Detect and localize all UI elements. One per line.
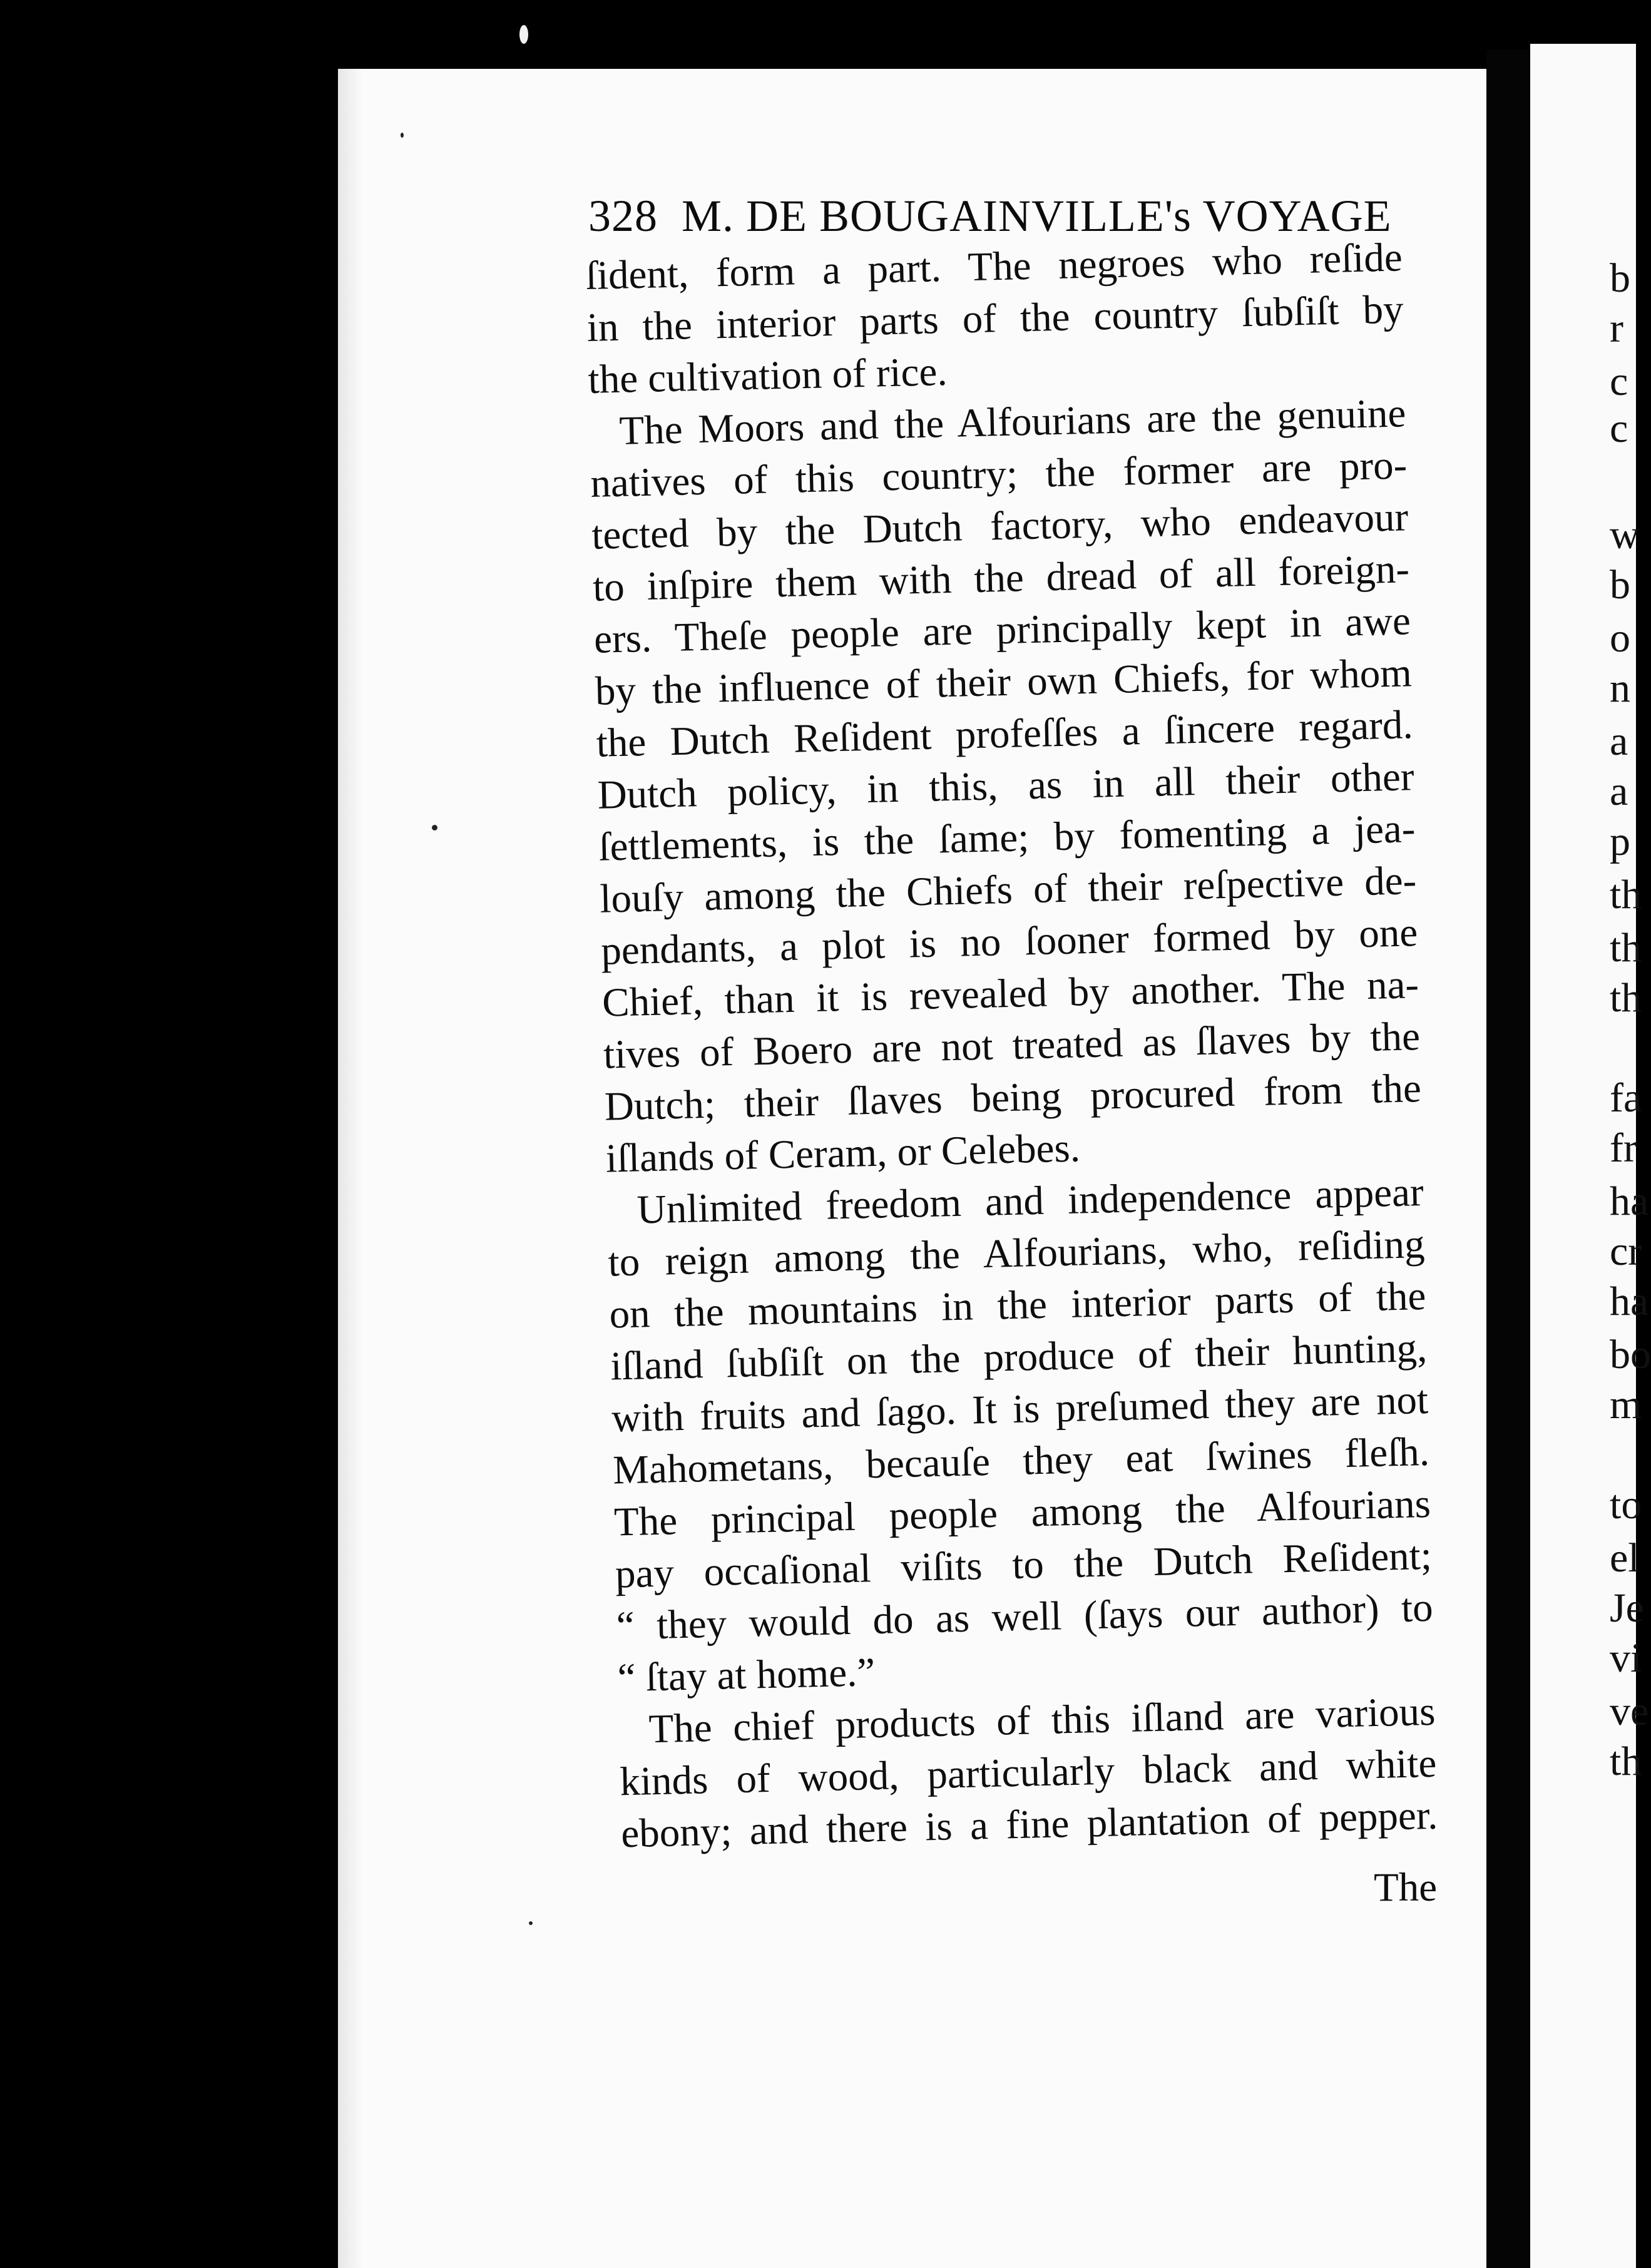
text-line: ſettlements, is the ſame; by fomenting a jea-: [598, 806, 1416, 870]
text-line: Dutch; their ſlaves being procured from the: [604, 1066, 1422, 1130]
facing-page-fragment: el: [1610, 1535, 1640, 1581]
facing-page-fragment: cr: [1610, 1228, 1642, 1274]
text-line: by the influence of their own Chiefs, for whom: [595, 650, 1413, 714]
text-line: The chief products of this iſland are various: [648, 1688, 1436, 1752]
text-line: to inſpire them with the dread of all foreign-: [592, 546, 1410, 610]
facing-page-fragment: fa: [1610, 1075, 1642, 1121]
facing-page-fragment: w: [1610, 512, 1640, 558]
facing-page-fragment: a: [1610, 718, 1628, 764]
text-line: Dutch policy, in this, as in all their other: [596, 754, 1415, 818]
facing-page-fragment: ve: [1610, 1688, 1649, 1734]
text-line: The principal people among the Alfourians: [613, 1481, 1431, 1545]
catchword: The: [1374, 1865, 1438, 1910]
facing-page-fragment: b: [1610, 562, 1630, 608]
running-title: M. DE BOUGAINVILLE's VOYAGE: [682, 191, 1392, 241]
facing-page-fragment: vi: [1610, 1635, 1642, 1681]
text-line: The Moors and the Alfourians are the genuine: [618, 391, 1407, 454]
body-text: [585, 232, 1438, 1860]
text-line: with fruits and ſago. It is preſumed they are not: [611, 1377, 1429, 1441]
facing-page-fragment: ha: [1610, 1279, 1649, 1324]
facing-page-fragment: Je: [1610, 1585, 1644, 1631]
facing-page-fragment: n: [1610, 665, 1630, 711]
facing-page-fragment: m: [1610, 1382, 1642, 1428]
page-number: 328: [588, 191, 658, 241]
text-line: Chief, than it is revealed by another. The na-: [601, 962, 1419, 1026]
text-line: pendants, a plot is no ſooner formed by one: [600, 910, 1418, 974]
facing-page-fragment: a: [1610, 769, 1628, 814]
text-line: ers. Theſe people are principally kept in awe: [593, 598, 1411, 662]
text-line: “ ſtay at home.”: [616, 1650, 876, 1701]
facing-page-fragment: p: [1610, 819, 1630, 864]
text-line: Mahometans, becauſe they eat ſwines fleſh.: [612, 1429, 1430, 1493]
page-edge-shadow: [338, 69, 363, 2268]
dust-speck: [529, 1921, 533, 1925]
text-line: Unlimited freedom and independence appear: [636, 1170, 1424, 1233]
text-line: in the interior parts of the country ſubſiſt by: [586, 287, 1404, 350]
facing-page-fragment: fr: [1610, 1125, 1637, 1171]
text-line: natives of this country; the former are pro-: [590, 442, 1408, 506]
facing-page-fragment: c: [1610, 359, 1628, 404]
text-line: ebony; and there is a fine plantation of pepper.: [620, 1792, 1438, 1857]
facing-page-fragment: th: [1610, 925, 1642, 971]
facing-page-fragment: r: [1610, 305, 1623, 351]
facing-page-fragment: th: [1610, 872, 1642, 917]
text-line: louſy among the Chiefs of their reſpective de-: [599, 858, 1418, 922]
text-line: tected by the Dutch factory, who endeavour: [591, 494, 1409, 558]
text-line: the cultivation of rice.: [587, 349, 948, 402]
dust-speck: [519, 25, 528, 44]
dust-speck: [432, 825, 437, 830]
text-line: pay occaſional viſits to the Dutch Reſident;: [615, 1533, 1433, 1597]
facing-page-fragment: th: [1610, 1739, 1642, 1784]
dust-speck: [401, 133, 404, 138]
text-line: the Dutch Reſident profeſſes a ſincere regard.: [596, 702, 1414, 766]
text-line: iſland ſubſiſt on the produce of their hunting,: [610, 1325, 1428, 1389]
text-line: to reign among the Alfourians, who, reſiding: [607, 1221, 1426, 1285]
text-line: tives of Boero are not treated as ſlaves by the: [603, 1014, 1421, 1078]
book-gutter: [1486, 50, 1530, 2268]
facing-page-fragment: b: [1610, 255, 1630, 301]
facing-page-fragment: c: [1610, 406, 1628, 451]
text-line: kinds of wood, particularly black and white: [619, 1740, 1438, 1805]
text-line: ſident, form a part. The negroes who reſide: [585, 235, 1403, 299]
facing-page-fragment: ha: [1610, 1178, 1649, 1224]
text-line: “ they would do as well (ſays our author) to: [616, 1585, 1434, 1649]
facing-page-fragment: o: [1610, 615, 1630, 661]
text-line: on the mountains in the interior parts of the: [608, 1273, 1427, 1337]
text-line: iſlands of Ceram, or Celebes.: [605, 1125, 1081, 1182]
facing-page-fragment: bo: [1610, 1332, 1651, 1377]
facing-page-fragment: to: [1610, 1482, 1642, 1528]
facing-page-fragment: th: [1610, 975, 1642, 1021]
